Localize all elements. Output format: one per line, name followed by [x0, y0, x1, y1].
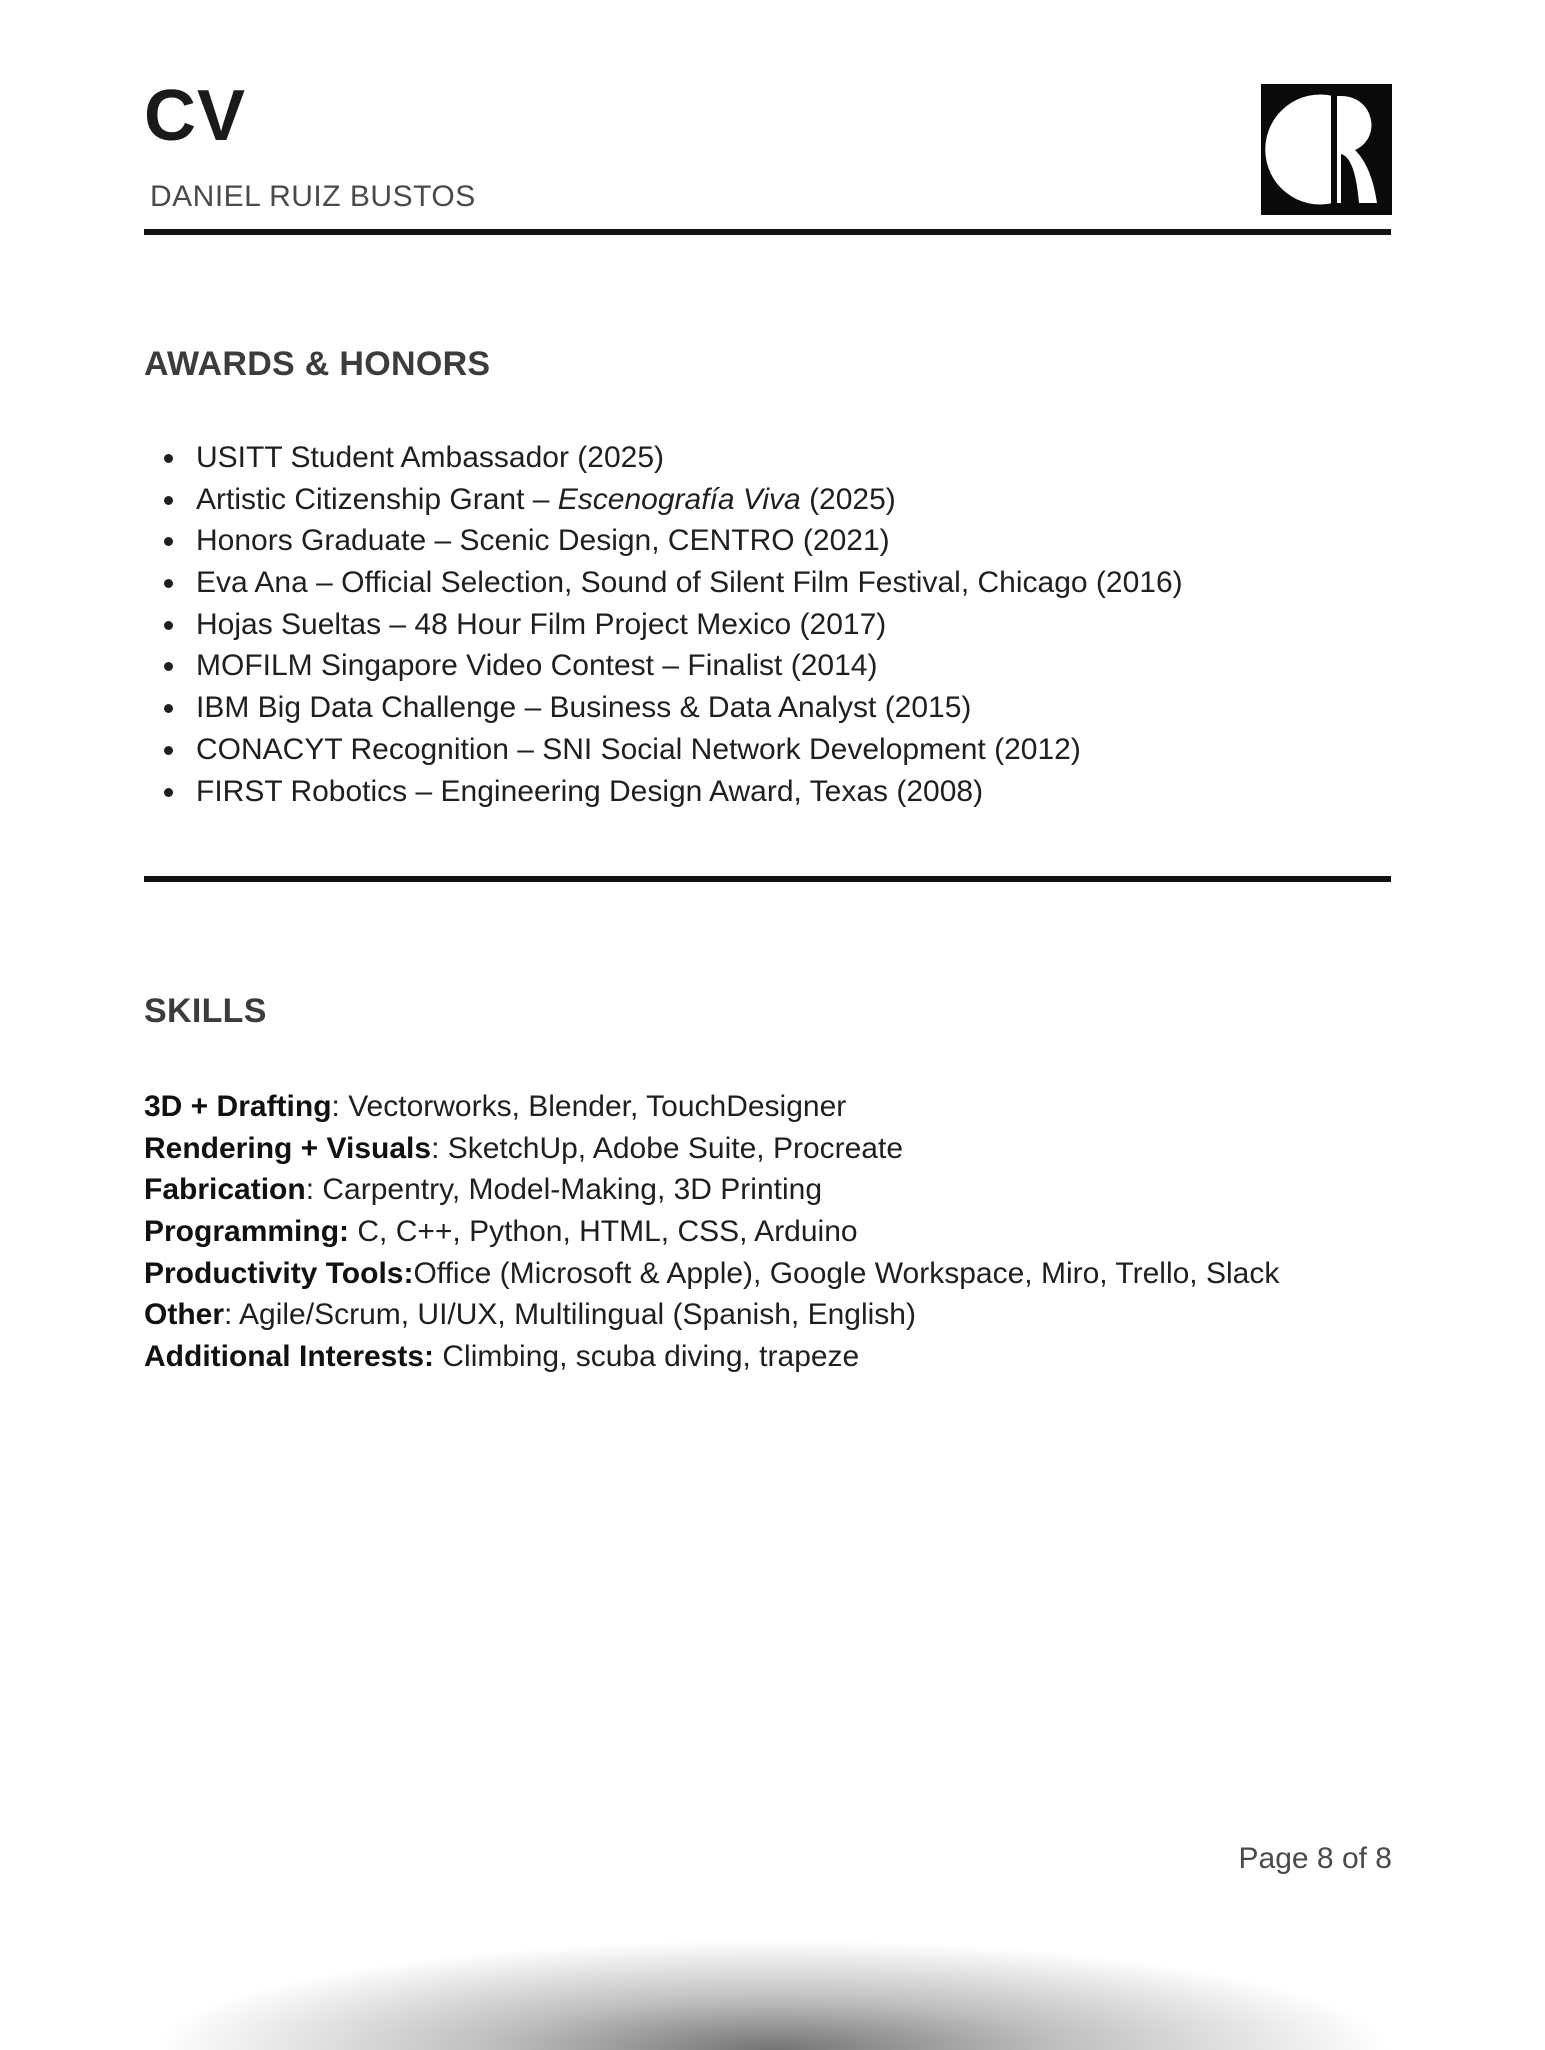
- award-item: FIRST Robotics – Engineering Design Award, Texas (2008): [144, 771, 1391, 813]
- skill-label: Productivity Tools:: [144, 1256, 414, 1290]
- award-item: Eva Ana – Official Selection, Sound of Silent Film Festival, Chicago (2016): [144, 562, 1391, 604]
- skill-text: C, C++, Python, HTML, CSS, Arduino: [349, 1215, 858, 1249]
- awards-list: [144, 437, 1391, 812]
- skill-label: Fabrication: [144, 1173, 306, 1207]
- section-divider: [144, 876, 1391, 882]
- skill-label: Rendering + Visuals: [144, 1131, 432, 1165]
- page-shadow: [100, 1930, 1445, 2050]
- award-item: USITT Student Ambassador (2025): [144, 437, 1391, 479]
- header-divider: [144, 229, 1391, 235]
- skills-list: [144, 1086, 1391, 1378]
- skill-row: [144, 1211, 1391, 1253]
- skill-label: 3D + Drafting: [144, 1090, 332, 1123]
- skill-label: Additional Interests:: [144, 1340, 435, 1374]
- skill-row: [144, 1253, 1391, 1295]
- award-item: MOFILM Singapore Video Contest – Finalist (2014): [144, 645, 1391, 687]
- skill-text: : SketchUp, Adobe Suite, Procreate: [431, 1131, 904, 1165]
- skill-row: [144, 1294, 1391, 1336]
- awards-heading: AWARDS & HONORS: [144, 345, 491, 383]
- award-item: CONACYT Recognition – SNI Social Network Development (2012): [144, 729, 1391, 771]
- skill-text: Climbing, scuba diving, trapeze: [434, 1340, 860, 1374]
- award-item: IBM Big Data Challenge – Business & Data Analyst (2015): [144, 687, 1391, 729]
- skill-row: [144, 1128, 1391, 1170]
- skill-label: Programming:: [144, 1215, 350, 1249]
- skill-label: Other: [144, 1298, 225, 1332]
- skill-text: Office (Microsoft & Apple), Google Workspace, Miro, Trello, Slack: [413, 1256, 1280, 1290]
- award-item: Hojas Sueltas – 48 Hour Film Project Mexico (2017): [144, 604, 1391, 646]
- skills-heading: SKILLS: [144, 992, 267, 1030]
- skill-row: [144, 1086, 1391, 1128]
- skill-text: : Agile/Scrum, UI/UX, Multilingual (Spanish, English): [224, 1298, 916, 1332]
- skill-text: : Vectorworks, Blender, TouchDesigner: [331, 1090, 847, 1123]
- cr-monogram-logo-icon: [1261, 84, 1392, 215]
- award-item: Artistic Citizenship Grant – Escenografía Viva (2025): [144, 479, 1391, 521]
- skill-text: : Carpentry, Model-Making, 3D Printing: [305, 1173, 823, 1207]
- skill-row: [144, 1336, 1391, 1378]
- award-item: Honors Graduate – Scenic Design, CENTRO (2021): [144, 520, 1391, 562]
- author-name: DANIEL RUIZ BUSTOS: [150, 180, 476, 213]
- page-title: CV: [144, 76, 247, 156]
- skill-row: [144, 1169, 1391, 1211]
- page-number: Page 8 of 8: [1238, 1842, 1392, 1875]
